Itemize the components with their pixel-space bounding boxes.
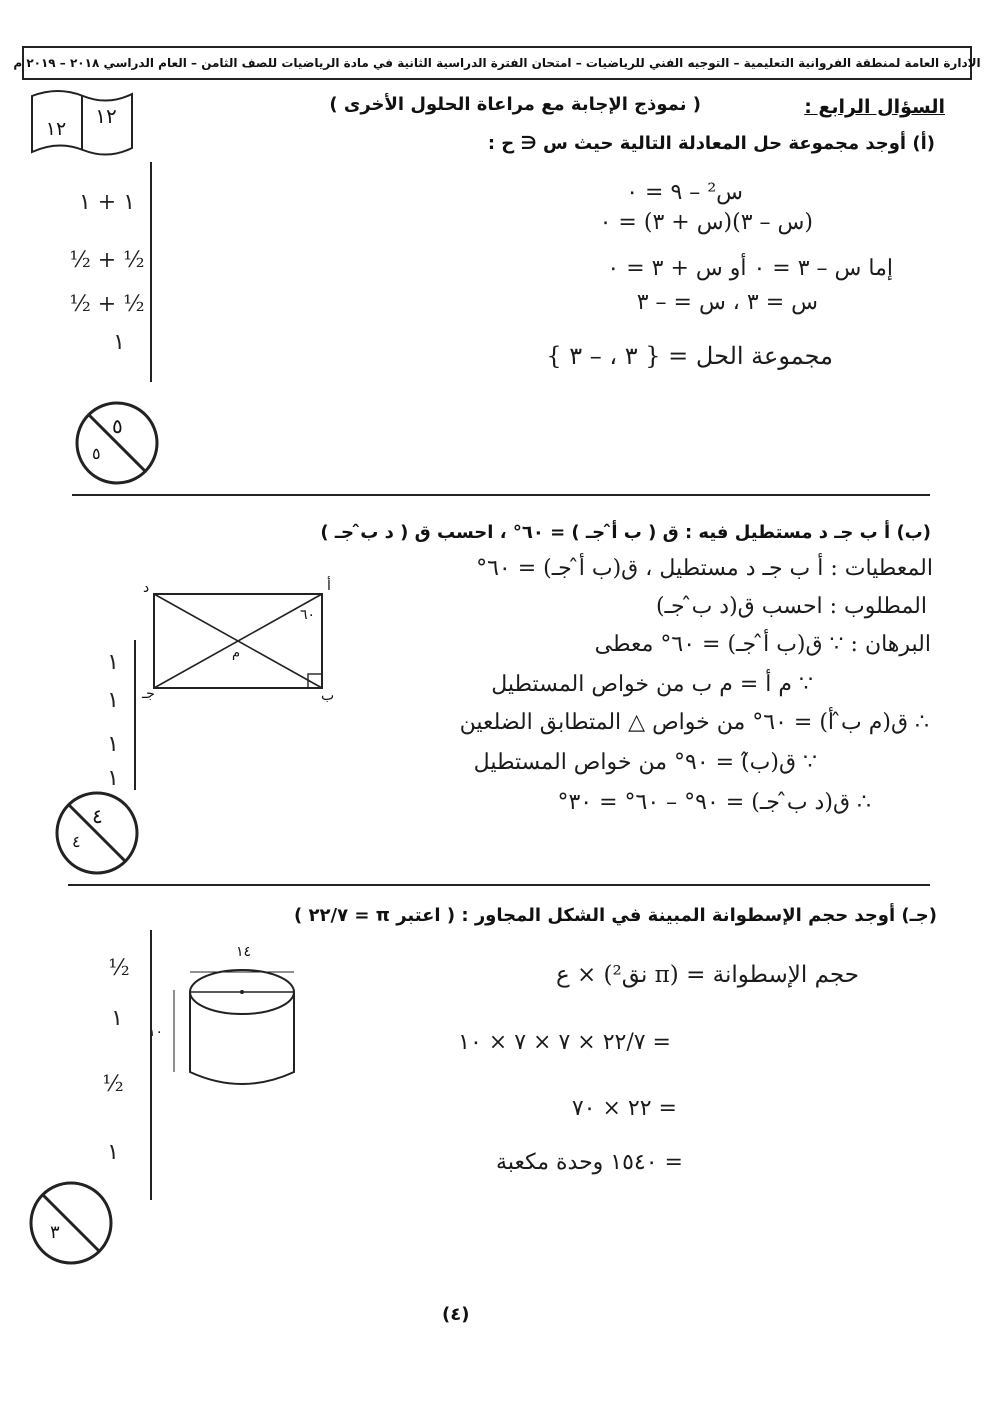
part-b-mark-1: ١ [107,650,119,675]
exam-header-text: الادارة العامة لمنطقة الفروانية التعليمية – التوجيه الفني للرياضيات – امتحان الفترة الدراسية الثانية في مادة الرياضيات للصف الثامن – العام الدراسي ٢٠١٨ – ٢٠١٩ م [13,56,981,70]
part-a-line-3: إما س – ٣ = ٠ أو س + ٣ = ٠ [607,256,893,281]
part-a-mark-1: ١ + ١ [78,190,136,215]
flag-score-right: ١٢ [95,104,117,128]
cylinder-figure [168,960,308,1100]
rectangle-figure [150,590,330,690]
part-a-mark-3: ½ + ½ [69,292,145,317]
part-b-score-circle [54,790,140,876]
exam-header [13,46,981,80]
part-c-mark-3: ½ [102,1072,124,1097]
label-d: د [143,580,150,596]
part-c-score-bottom: ٣ [50,1222,60,1243]
question-title: السؤال الرابع : [804,96,945,118]
part-b-line-3: البرهان : ∵ ق(ب أ̂ جـ) = ٦٠° معطى [594,632,931,657]
part-c-mark-4: ١ [107,1140,119,1165]
part-a-score-circle [74,400,160,486]
label-a: أ [327,578,331,594]
part-c-prompt: (جـ) أوجد حجم الإسطوانة المبينة في الشكل المجاور : ( اعتبر π = ٢٢/٧ ) [294,905,937,926]
part-c-line-4: = ١٥٤٠ وحدة مكعبة [496,1150,683,1175]
flag-score-left: ١٢ [45,118,67,140]
label-c: جـ [142,686,155,702]
part-b-mark-3: ١ [107,732,119,757]
part-b-line-6: ∵ ق(ب̂) = ٩٠° من خواص المستطيل [473,750,817,775]
part-a-line-4: س = ٣ ، س = – ٣ [636,290,818,315]
part-c-line-1: حجم الإسطوانة = (π نق²) × ع [555,962,859,988]
part-b-line-5: ∴ ق(م ب̂ أ) = ٦٠° من خواص △ المتطابق الضلعين [459,710,929,735]
part-b-prompt: (ب) أ ب جـ د مستطيل فيه : ق ( ب أ̂ جـ ) = ٦٠° ، احسب ق ( د ب̂ جـ ) [320,522,931,543]
part-b-line-7: ∴ ق(د ب̂ جـ) = ٩٠° – ٦٠° = ٣٠° [557,790,871,815]
page-number: (٤) [442,1304,470,1325]
label-b: ب [321,688,335,704]
label-height: ١٠ [148,1024,164,1040]
part-b-score-bottom: ٤ [72,832,81,851]
part-a-prompt: (أ) أوجد مجموعة حل المعادلة التالية حيث س ∈ ح : [487,133,935,154]
part-a-line-1: س² – ٩ = ٠ [626,180,743,205]
divider-b-c [68,884,930,886]
part-b-score-top: ٤ [92,804,103,828]
part-b-mark-2: ١ [107,688,119,713]
part-b-line-4: ∵ م أ = م ب من خواص المستطيل [491,672,813,697]
part-b-mark-4: ١ [107,766,119,791]
part-c-score-circle [28,1180,114,1266]
label-diameter: ١٤ [236,944,252,960]
part-a-line-5: مجموعة الحل = { ٣ ، – ٣ } [546,342,833,370]
divider-a-b [72,494,930,496]
label-angle-60: ٦٠ [300,607,316,623]
part-a-mark-2: ½ + ½ [69,248,145,273]
part-a-mark-4: ١ [113,330,125,355]
model-answer-note: ( نموذج الإجابة مع مراعاة الحلول الأخرى ) [329,94,701,115]
part-a-line-2: (س – ٣)(س + ٣) = ٠ [599,210,813,235]
part-c-mark-2: ١ [111,1006,123,1031]
part-b-line-1: المعطيات : أ ب جـ د مستطيل ، ق(ب أ̂ جـ) = ٦٠° [476,556,933,581]
part-c-mark-1: ½ [108,956,130,981]
part-a-score-top: ٥ [112,414,123,438]
part-a-score-bottom: ٥ [92,444,101,463]
part-c-line-3: = ٢٢ × ٧٠ [571,1096,677,1121]
part-c-line-2: = ٢٢/٧ × ٧ × ٧ × ١٠ [458,1030,671,1055]
label-m: م [232,646,241,661]
part-b-line-2: المطلوب : احسب ق(د ب̂ جـ) [655,594,927,619]
